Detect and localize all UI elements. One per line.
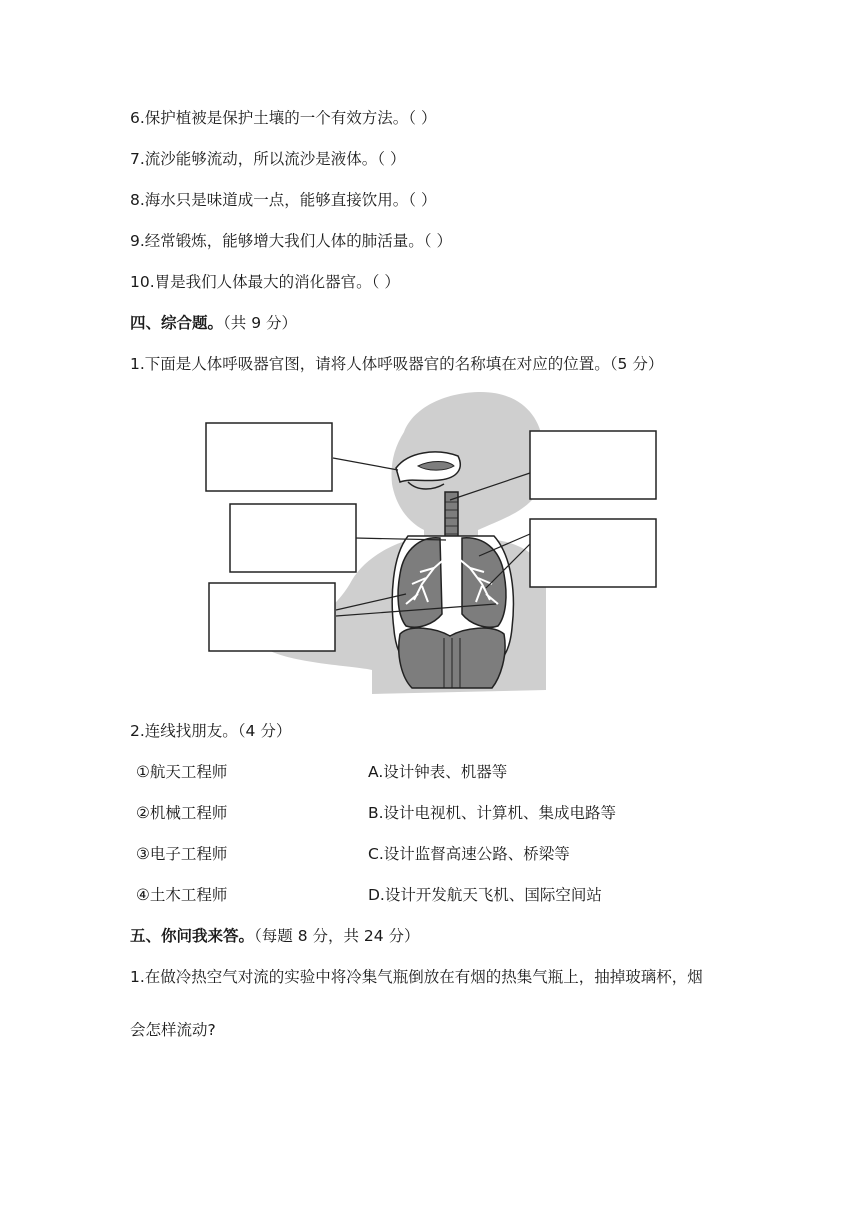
question-9: 9.经常锻炼，能够增大我们人体的肺活量。（ ） — [130, 232, 452, 250]
section-5-question-1-line-2: 会怎样流动? — [130, 1021, 216, 1039]
lower-organs — [399, 628, 505, 688]
question-8: 8.海水只是味道成一点，能够直接饮用。（ ） — [130, 191, 437, 209]
answer-box-3[interactable] — [230, 504, 356, 572]
pointer-nose — [333, 458, 398, 470]
question-10: 10.胃是我们人体最大的消化器官。（ ） — [130, 273, 400, 291]
question-6: 6.保护植被是保护土壤的一个有效方法。（ ） — [130, 109, 437, 127]
match-left-2[interactable]: ②机械工程师 — [136, 804, 228, 822]
section-5-header — [130, 926, 420, 946]
section-4-header — [130, 313, 297, 333]
section-5-score: （每题 8 分，共 24 分） — [254, 927, 420, 945]
answer-box-2[interactable] — [530, 431, 656, 499]
section-4-score: （共 9 分） — [223, 314, 297, 332]
match-right-c[interactable]: C.设计监督高速公路、桥梁等 — [368, 845, 570, 863]
match-left-1[interactable]: ①航天工程师 — [136, 763, 228, 781]
section-4-question-1: 1.下面是人体呼吸器官图，请将人体呼吸器官的名称填在对应的位置。（5 分） — [130, 355, 664, 373]
respiratory-diagram — [196, 388, 676, 702]
answer-box-5[interactable] — [209, 583, 335, 651]
answer-box-4[interactable] — [530, 519, 656, 587]
answer-box-1[interactable] — [206, 423, 332, 491]
match-right-a[interactable]: A.设计钟表、机器等 — [368, 763, 508, 781]
match-left-3[interactable]: ③电子工程师 — [136, 845, 228, 863]
section-4-question-2: 2.连线找朋友。（4 分） — [130, 722, 292, 740]
section-4-heading: 四、综合题。 — [130, 314, 224, 332]
match-right-d[interactable]: D.设计开发航天飞机、国际空间站 — [368, 886, 602, 904]
match-left-4[interactable]: ④土木工程师 — [136, 886, 228, 904]
match-right-b[interactable]: B.设计电视机、计算机、集成电路等 — [368, 804, 617, 822]
section-5-question-1-line-1: 1.在做冷热空气对流的实验中将冷集气瓶倒放在有烟的热集气瓶上，抽掉玻璃杯，烟 — [130, 968, 703, 986]
section-5-heading: 五、你问我来答。 — [130, 927, 255, 945]
question-7: 7.流沙能够流动，所以流沙是液体。（ ） — [130, 150, 406, 168]
